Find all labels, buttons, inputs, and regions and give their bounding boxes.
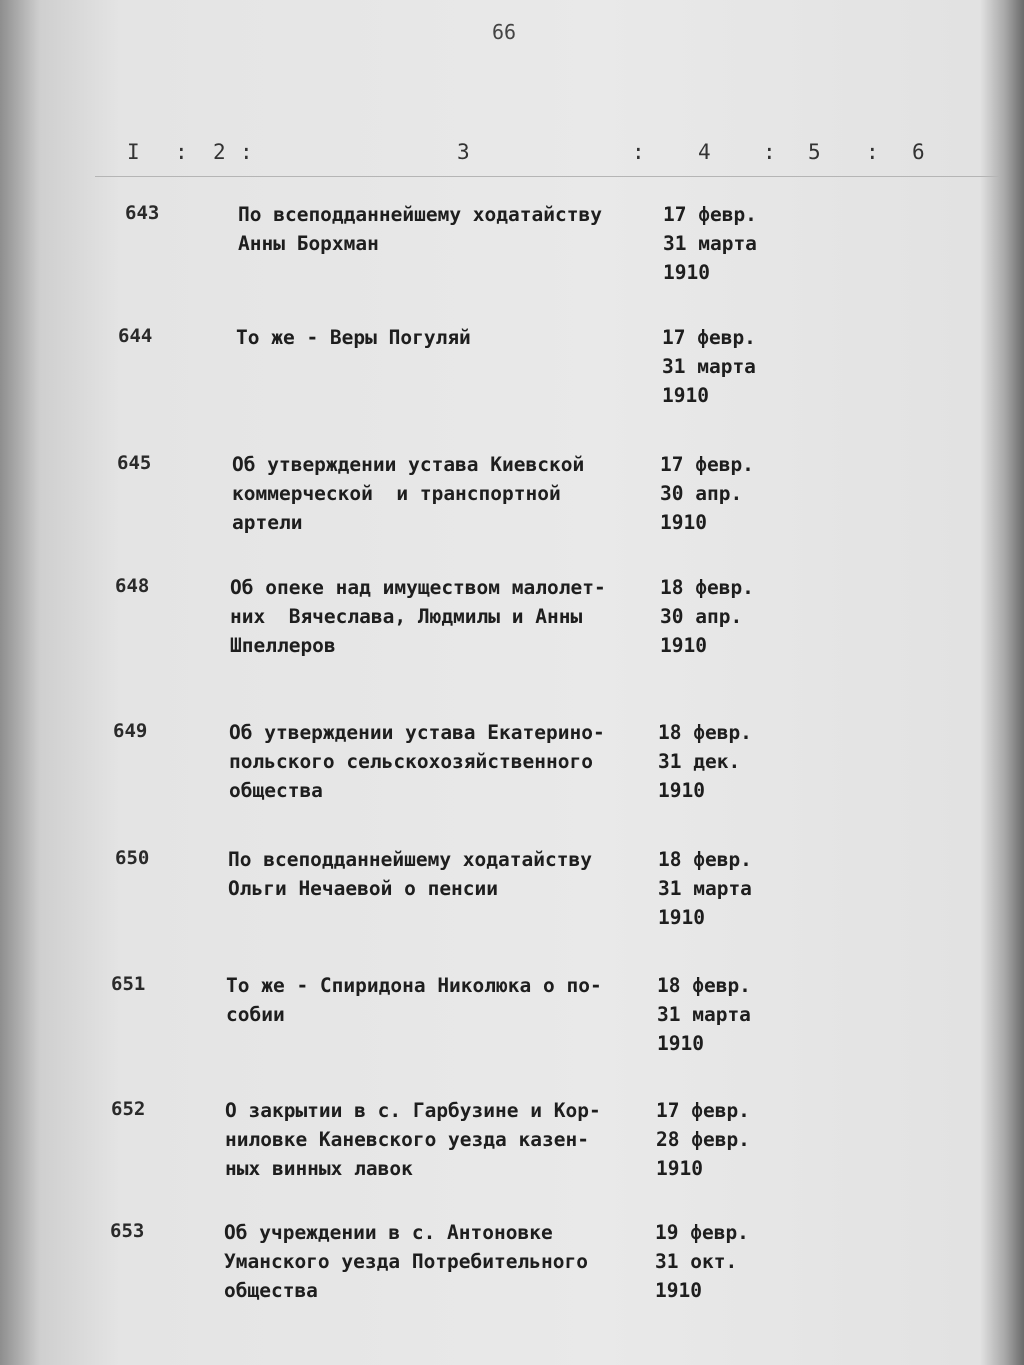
entry-dates <box>657 971 751 1058</box>
entry-date-line: 31 марта <box>657 1003 751 1026</box>
entry-title-line: Ольги Нечаевой о пенсии <box>228 877 499 900</box>
entry-title-line: По всеподданнейшему ходатайству <box>238 203 602 226</box>
entry-date-line: 1910 <box>660 634 707 657</box>
column-separator: : <box>175 140 188 164</box>
column-header-4: 4 <box>698 140 711 164</box>
entry-title-line: ных винных лавок <box>225 1157 413 1180</box>
entry-date-line: 31 окт. <box>655 1250 738 1273</box>
entry-dates <box>663 200 757 287</box>
entry-title <box>230 573 606 660</box>
entry-number: 650 <box>115 847 150 869</box>
entry-date-line: 1910 <box>663 261 710 284</box>
entry-title <box>224 1218 588 1305</box>
column-header-6: 6 <box>912 140 925 164</box>
entry-title <box>236 323 471 352</box>
entry-title <box>232 450 584 537</box>
column-separator: : <box>763 140 776 164</box>
entry-dates <box>655 1218 749 1305</box>
entry-title-line: польского сельскохозяйственного <box>229 750 593 773</box>
column-header-1: I <box>127 140 140 164</box>
entry-number: 643 <box>125 202 160 224</box>
entry-number: 653 <box>110 1220 145 1242</box>
column-header-3: 3 <box>457 140 470 164</box>
column-header-5: 5 <box>808 140 821 164</box>
entry-date-line: 1910 <box>660 511 707 534</box>
entry-date-line: 1910 <box>662 384 709 407</box>
column-separator: : <box>632 140 645 164</box>
entry-title-line: общества <box>224 1279 318 1302</box>
entry-title-line: То же - Спиридона Николюка о по- <box>226 974 602 997</box>
entry-date-line: 1910 <box>658 906 705 929</box>
entry-date-line: 28 февр. <box>656 1128 750 1151</box>
entry-title-line: Шпеллеров <box>230 634 336 657</box>
column-separator: : <box>240 140 253 164</box>
entry-title <box>238 200 602 258</box>
entry-title <box>228 845 592 903</box>
entry-dates <box>658 845 752 932</box>
entry-date-line: 30 апр. <box>660 482 743 505</box>
header-divider <box>95 176 1000 177</box>
entry-date-line: 17 февр. <box>656 1099 750 1122</box>
entry-date-line: 31 марта <box>662 355 756 378</box>
entry-title-line: артели <box>232 511 303 534</box>
entry-date-line: 1910 <box>655 1279 702 1302</box>
entry-title-line: них Вячеслава, Людмилы и Анны <box>230 605 583 628</box>
entry-title <box>225 1096 601 1183</box>
entry-date-line: 18 февр. <box>658 721 752 744</box>
page-number: 66 <box>492 20 517 44</box>
entry-date-line: 1910 <box>657 1032 704 1055</box>
entry-dates <box>658 718 752 805</box>
entry-title-line: О закрытии в с. Гарбузине и Кор- <box>225 1099 601 1122</box>
entry-number: 648 <box>115 575 150 597</box>
entry-dates <box>656 1096 750 1183</box>
entry-date-line: 17 февр. <box>662 326 756 349</box>
entry-title <box>229 718 605 805</box>
entry-dates <box>660 573 754 660</box>
entry-number: 645 <box>117 452 152 474</box>
entry-number: 651 <box>111 973 146 995</box>
entry-title-line: собии <box>226 1003 285 1026</box>
entry-date-line: 31 марта <box>658 877 752 900</box>
entry-dates <box>660 450 754 537</box>
entry-title-line: Об утверждении устава Екатерино- <box>229 721 605 744</box>
entry-date-line: 17 февр. <box>660 453 754 476</box>
entry-title-line: То же - Веры Погуляй <box>236 326 471 349</box>
entry-date-line: 1910 <box>658 779 705 802</box>
entry-number: 644 <box>118 325 153 347</box>
entry-date-line: 18 февр. <box>658 848 752 871</box>
entry-title-line: ниловке Каневского уезда казен- <box>225 1128 589 1151</box>
entry-date-line: 30 апр. <box>660 605 743 628</box>
entry-title-line: Об учреждении в с. Антоновке <box>224 1221 553 1244</box>
entry-number: 652 <box>111 1098 146 1120</box>
entry-title-line: По всеподданнейшему ходатайству <box>228 848 592 871</box>
entry-date-line: 19 февр. <box>655 1221 749 1244</box>
entry-date-line: 18 февр. <box>660 576 754 599</box>
entry-title-line: Об опеке над имуществом малолет- <box>230 576 606 599</box>
entry-title-line: Об утверждении устава Киевской <box>232 453 585 476</box>
entry-title-line: коммерческой и транспортной <box>232 482 561 505</box>
entry-title-line: Уманского уезда Потребительного <box>224 1250 588 1273</box>
column-separator: : <box>866 140 879 164</box>
entry-title-line: Анны Борхман <box>238 232 379 255</box>
entry-dates <box>662 323 756 410</box>
entry-date-line: 18 февр. <box>657 974 751 997</box>
entry-date-line: 31 дек. <box>658 750 741 773</box>
entry-date-line: 17 февр. <box>663 203 757 226</box>
entry-date-line: 1910 <box>656 1157 703 1180</box>
entry-title <box>226 971 602 1029</box>
column-header-2: 2 <box>213 140 226 164</box>
entry-title-line: общества <box>229 779 323 802</box>
entry-date-line: 31 марта <box>663 232 757 255</box>
entry-number: 649 <box>113 720 148 742</box>
